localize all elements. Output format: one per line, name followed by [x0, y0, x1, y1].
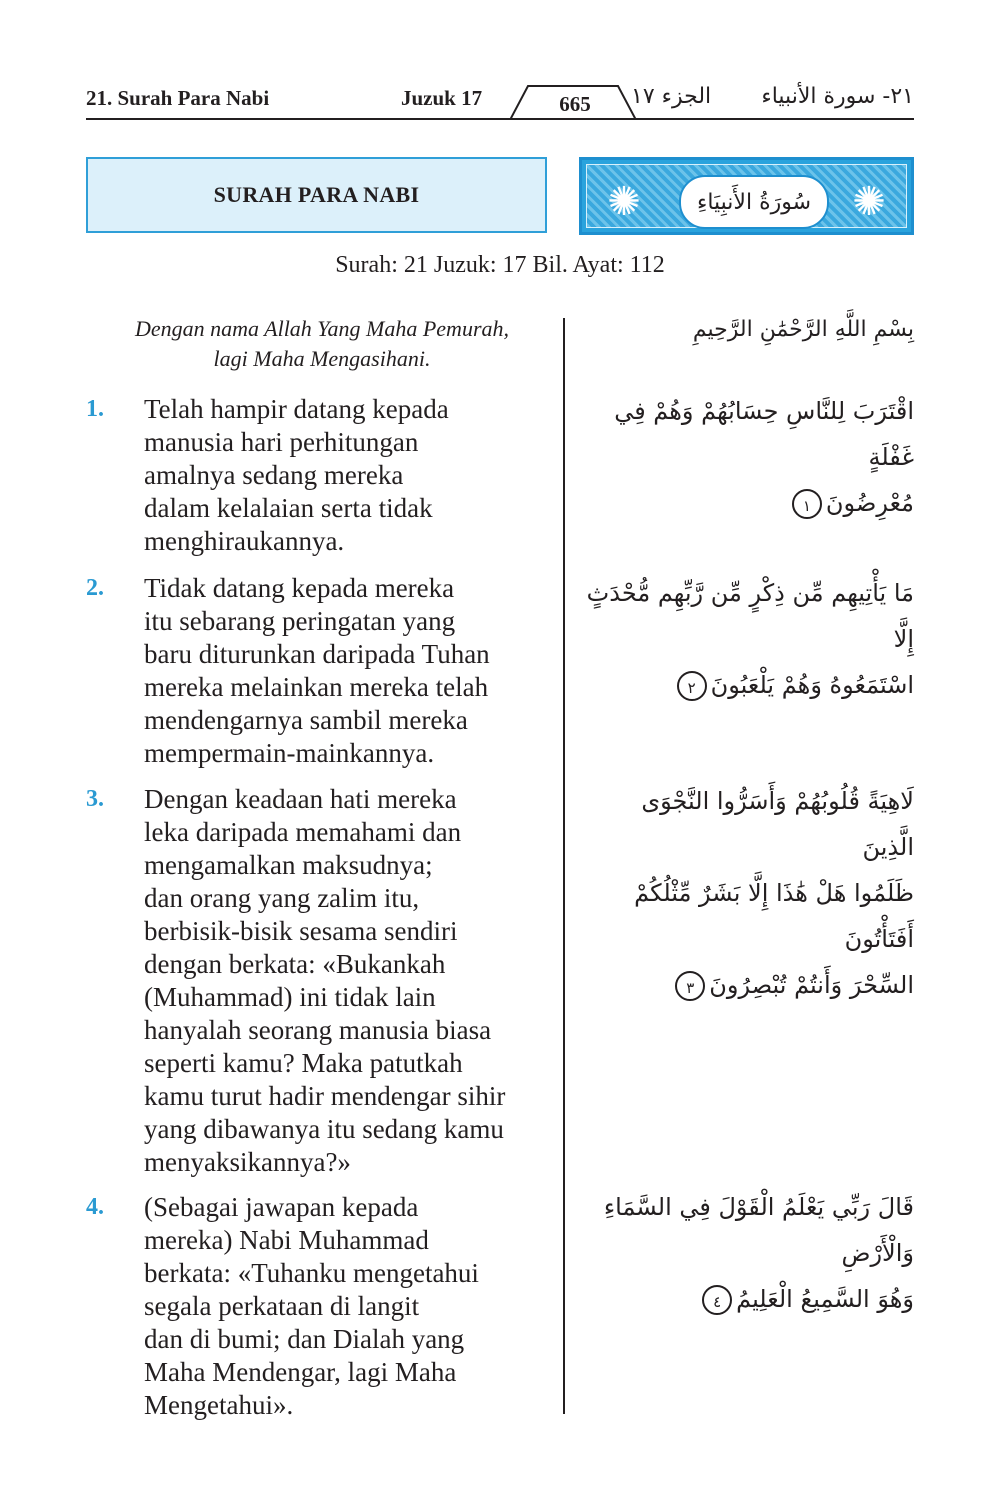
verse-line: yang dibawanya itu sedang kamu: [144, 1114, 504, 1144]
verse-line: mereka melainkan mereka telah: [144, 672, 489, 702]
verse-arabic: [584, 778, 914, 1008]
arabic-line: وَهُوَ السَّمِيعُ الْعَلِيمُ٤: [584, 1276, 914, 1322]
verse-line: mempermain-mainkannya.: [144, 738, 435, 768]
verse-number: 2.: [86, 575, 104, 601]
verse-line: menghiraukannya.: [144, 526, 345, 556]
header-rule: [86, 118, 914, 120]
arabic-line: ظَلَمُوا هَلْ هَٰذَا إِلَّا بَشَرٌ مِّثْلُكُمْ أَفَتَأْتُونَ: [634, 879, 914, 953]
verse-text: [144, 1191, 558, 1422]
verse-line: leka daripada memahami dan: [144, 817, 462, 847]
verse-line: mengamalkan maksudnya;: [144, 850, 433, 880]
verse-line: mendengarnya sambil mereka: [144, 705, 468, 735]
page-header: [86, 84, 914, 120]
arabic-line: قَالَ رَبِّي يَعْلَمُ الْقَوْلَ فِي السَّمَاءِ وَالْأَرْضِ: [603, 1193, 914, 1267]
verse-line: itu sebarang peringatan yang: [144, 606, 456, 636]
verse-line: mereka) Nabi Muhammad: [144, 1225, 429, 1255]
arabic-line: مُعْرِضُونَ١: [584, 480, 914, 526]
verse-line: amalnya sedang mereka: [144, 460, 404, 490]
verse-end-marker: ٤: [702, 1285, 732, 1315]
surah-title-ornament: [579, 157, 914, 235]
verse-arabic: [584, 570, 914, 708]
verse-end-marker: ٣: [675, 971, 705, 1001]
header-juz-arabic: الجزء ١٧: [631, 84, 712, 109]
verse-line: Tidak datang kepada mereka: [144, 573, 455, 603]
verse-line: Dengan keadaan hati mereka: [144, 784, 457, 814]
arabic-line: السِّحْرَ وَأَنتُمْ تُبْصِرُونَ٣: [584, 962, 914, 1008]
surah-title-box: [86, 157, 547, 233]
verse-line: dalam kelalaian serta tidak: [144, 493, 433, 523]
arabic-line: اسْتَمَعُوهُ وَهُمْ يَلْعَبُونَ٢: [584, 662, 914, 708]
verse-line: (Muhammad) ini tidak lain: [144, 982, 436, 1012]
verse-number: 4.: [86, 1194, 104, 1220]
column-divider: [563, 318, 565, 1414]
header-surah-arabic: ٢١- سورة الأنبياء: [761, 84, 914, 109]
verse-line: kamu turut hadir mendengar sihir: [144, 1081, 506, 1111]
surah-title-arabic-cartouche: [679, 175, 829, 229]
surah-title-arabic: سُورَةُ الأَنبِيَاءِ: [696, 189, 812, 215]
verse-number: 1.: [86, 396, 104, 422]
verse-line: dan orang yang zalim itu,: [144, 883, 420, 913]
page-number: 665: [559, 92, 591, 116]
basmala-line: Dengan nama Allah Yang Maha Pemurah,: [135, 316, 509, 341]
flower-ornament-icon: ✺: [852, 179, 886, 224]
arabic-line: اقْتَرَبَ لِلنَّاسِ حِسَابُهُمْ وَهُمْ فِي غَفْلَةٍ: [614, 397, 914, 471]
verse-line: menyaksikannya?»: [144, 1147, 351, 1177]
verse-line: baru diturunkan daripada Tuhan: [144, 639, 490, 669]
verse-line: hanyalah seorang manusia biasa: [144, 1015, 492, 1045]
basmala-line: lagi Maha Mengasihani.: [213, 346, 431, 371]
arabic-line: لَاهِيَةً قُلُوبُهُمْ وَأَسَرُّوا النَّجْوَى الَّذِينَ: [641, 787, 914, 861]
verse-line: Maha Mendengar, lagi Maha: [144, 1357, 457, 1387]
verse-line: seperti kamu? Maka patutkah: [144, 1048, 463, 1078]
verse-line: segala perkataan di langit: [144, 1291, 420, 1321]
verse-line: manusia hari perhitungan: [144, 427, 419, 457]
verse-line: berbisik-bisik sesama sendiri: [144, 916, 458, 946]
basmala-translation: [86, 314, 558, 374]
verse-text: [144, 393, 558, 558]
verse-line: Telah hampir datang kepada: [144, 394, 449, 424]
verse-text: [144, 783, 558, 1179]
header-juzuk-label: Juzuk 17: [401, 86, 483, 110]
verse-line: Mengetahui».: [144, 1390, 294, 1420]
verse-arabic: [584, 388, 914, 526]
verse-arabic: [584, 1184, 914, 1322]
verse-line: dan di bumi; dan Dialah yang: [144, 1324, 465, 1354]
verse-end-marker: ١: [792, 489, 822, 519]
verse-line: (Sebagai jawapan kepada: [144, 1192, 419, 1222]
flower-ornament-icon: ✺: [607, 179, 641, 224]
basmala-arabic: بِسْمِ اللَّهِ الرَّحْمَٰنِ الرَّحِيمِ: [692, 317, 914, 342]
surah-title-malay: SURAH PARA NABI: [213, 182, 420, 207]
arabic-line: مَا يَأْتِيهِم مِّن ذِكْرٍ مِّن رَّبِّهِم مُّحْدَثٍ إِلَّا: [586, 579, 914, 653]
ornament-pattern: [586, 164, 907, 228]
verse-line: dengan berkata: «Bukankah: [144, 949, 446, 979]
verse-line: berkata: «Tuhanku mengetahui: [144, 1258, 479, 1288]
verse-text: [144, 572, 558, 770]
surah-info: Surah: 21 Juzuk: 17 Bil. Ayat: 112: [335, 252, 665, 278]
verse-number: 3.: [86, 786, 104, 812]
verse-end-marker: ٢: [677, 671, 707, 701]
header-surah-label: 21. Surah Para Nabi: [86, 86, 270, 110]
